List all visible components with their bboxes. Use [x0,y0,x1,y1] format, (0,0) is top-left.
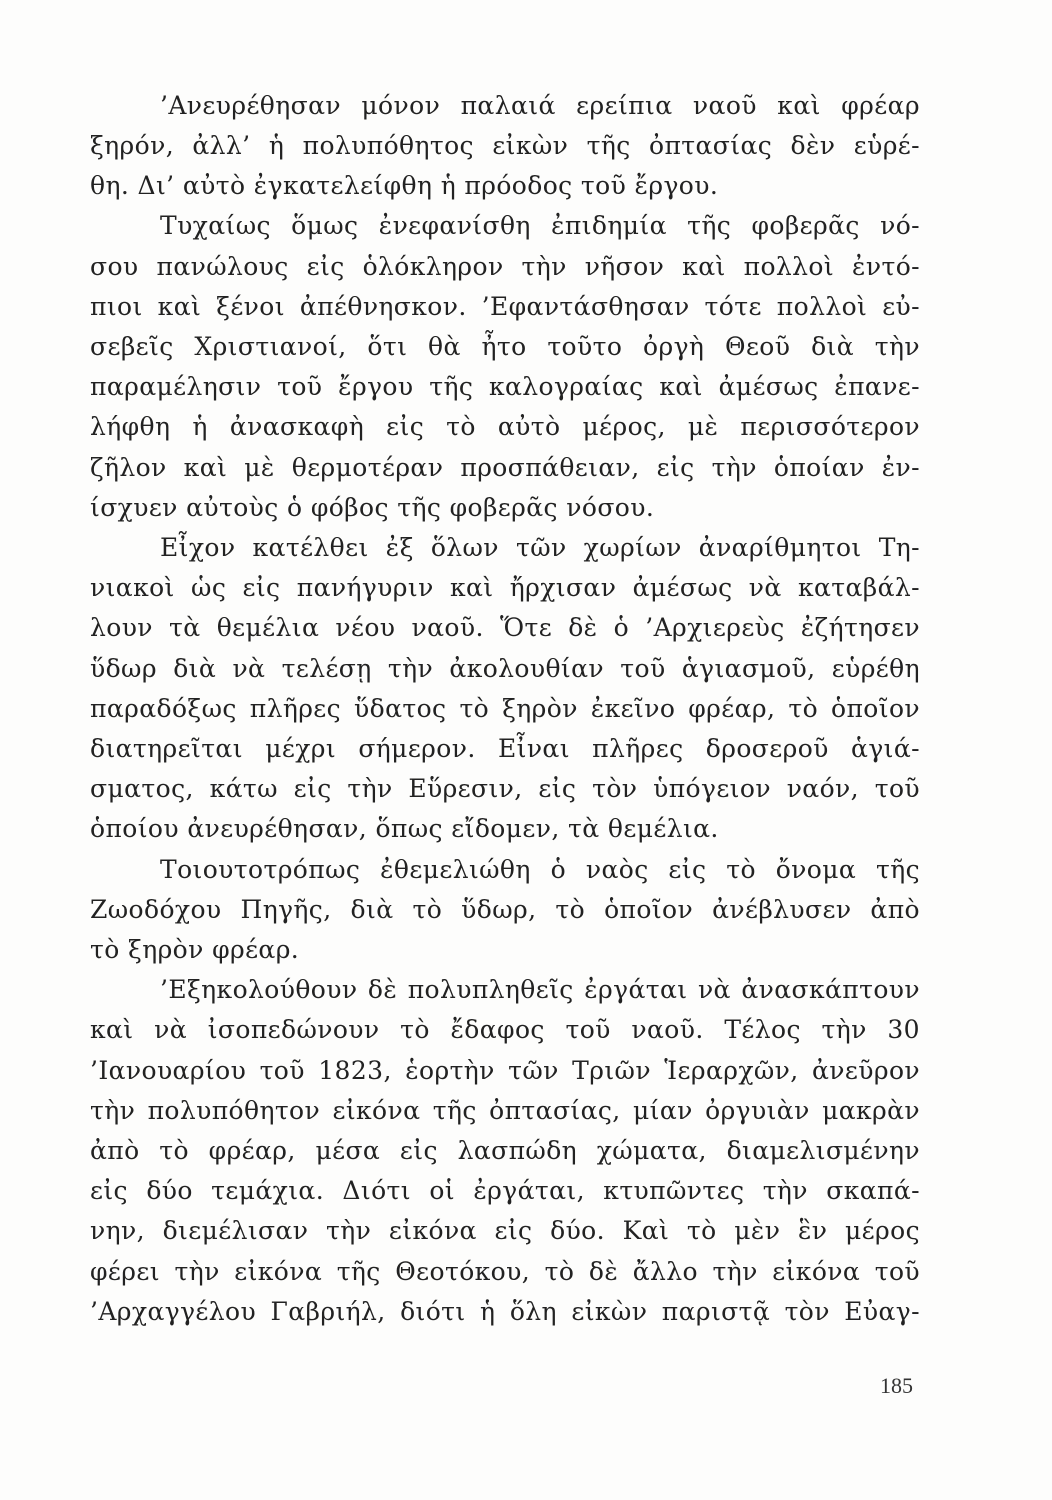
text-line: ’Εξηκολούθουν δὲ πολυπληθεῖς ἐργάται νὰ ἀνασκάπτουν [160,975,920,1004]
text-line: νην, διεμέλισαν τὴν εἰκόνα εἰς δύο. Καὶ τὸ μὲν ἓν μέρος [90,1216,920,1245]
text-line: λουν τὰ θεμέλια νέου ναοῦ. Ὅτε δὲ ὁ ’Αρχιερεὺς ἐζήτησεν [90,613,920,642]
text-line: σματος, κάτω εἰς τὴν Εὕρεσιν, εἰς τὸν ὑπόγειον ναόν, τοῦ [90,774,920,803]
text-line: ’Ιανουαρίου τοῦ 1823, ἑορτὴν τῶν Τριῶν Ἱεραρχῶν, ἀνεῦρον [90,1056,920,1085]
text-line: Τοιουτοτρόπως ἐθεμελιώθη ὁ ναὸς εἰς τὸ ὄνομα τῆς [160,855,920,884]
text-line: θη. Δι’ αὐτὸ ἐγκατελείφθη ἡ πρόοδος τοῦ ἔργου. [90,171,719,200]
text-line: τὸ ξηρὸν φρέαρ. [90,935,300,964]
text-line: ξηρόν, ἀλλ’ ἡ πολυπόθητος εἰκὼν τῆς ὀπτασίας δὲν εὑρέ- [90,131,920,160]
text-line: ὕδωρ διὰ νὰ τελέσῃ τὴν ἀκολουθίαν τοῦ ἁγιασμοῦ, εὑρέθη [90,654,920,683]
text-line: πιοι καὶ ξένοι ἀπέθνησκον. ’Εφαντάσθησαν τότε πολλοὶ εὐ- [90,292,920,321]
text-line: φέρει τὴν εἰκόνα τῆς Θεοτόκου, τὸ δὲ ἄλλο τὴν εἰκόνα τοῦ [90,1257,920,1286]
text-line: σεβεῖς Χριστιανοί, ὅτι θὰ ἦτο τοῦτο ὀργὴ Θεοῦ διὰ τὴν [90,332,920,361]
text-line: παραμέλησιν τοῦ ἔργου τῆς καλογραίας καὶ ἀμέσως ἐπανε- [90,372,920,401]
text-line: Εἶχον κατέλθει ἐξ ὅλων τῶν χωρίων ἀναρίθμητοι Τη- [160,533,920,562]
text-line: Τυχαίως ὅμως ἐνεφανίσθη ἐπιδημία τῆς φοβερᾶς νό- [160,211,920,240]
text-line: ’Αρχαγγέλου Γαβριήλ, διότι ἡ ὅλη εἰκὼν παριστᾷ τὸν Εὐαγ- [90,1297,920,1326]
text-line: σου πανώλους εἰς ὁλόκληρον τὴν νῆσον καὶ πολλοὶ ἐντό- [90,252,920,281]
text-line: λήφθη ἡ ἀνασκαφὴ εἰς τὸ αὐτὸ μέρος, μὲ περισσότερον [90,412,920,441]
text-line: ὁποίου ἀνευρέθησαν, ὅπως εἴδομεν, τὰ θεμέλια. [90,814,719,843]
text-line: ἀπὸ τὸ φρέαρ, μέσα εἰς λασπώδη χώματα, διαμελισμένην [90,1136,920,1165]
text-line: ζῆλον καὶ μὲ θερμοτέραν προσπάθειαν, εἰς τὴν ὁποίαν ἐν- [90,453,920,482]
text-line: παραδόξως πλῆρες ὕδατος τὸ ξηρὸν ἐκεῖνο φρέαρ, τὸ ὁποῖον [90,694,920,723]
text-line: τὴν πολυπόθητον εἰκόνα τῆς ὀπτασίας, μίαν ὀργυιὰν μακρὰν [90,1096,920,1125]
text-line: ’Ανευρέθησαν μόνον παλαιά ερείπια ναοῦ καὶ φρέαρ [160,91,920,120]
page-number: 185 [880,1373,913,1398]
text-line: εἰς δύο τεμάχια. Διότι οἱ ἐργάται, κτυπῶντες τὴν σκαπά- [90,1176,920,1205]
text-line: Ζωοδόχου Πηγῆς, διὰ τὸ ὕδωρ, τὸ ὁποῖον ἀνέβλυσεν ἀπὸ [90,895,920,924]
text-line: ίσχυεν αὐτοὺς ὁ φόβος τῆς φοβερᾶς νόσου. [90,493,655,522]
text-line: καὶ νὰ ἰσοπεδώνουν τὸ ἔδαφος τοῦ ναοῦ. Τέλος τὴν 30 [90,1015,920,1044]
text-line: διατηρεῖται μέχρι σήμερον. Εἶναι πλῆρες δροσεροῦ ἁγιά- [90,734,920,763]
text-line: νιακοὶ ὡς εἰς πανήγυριν καὶ ἤρχισαν ἀμέσως νὰ καταβάλ- [90,573,920,602]
